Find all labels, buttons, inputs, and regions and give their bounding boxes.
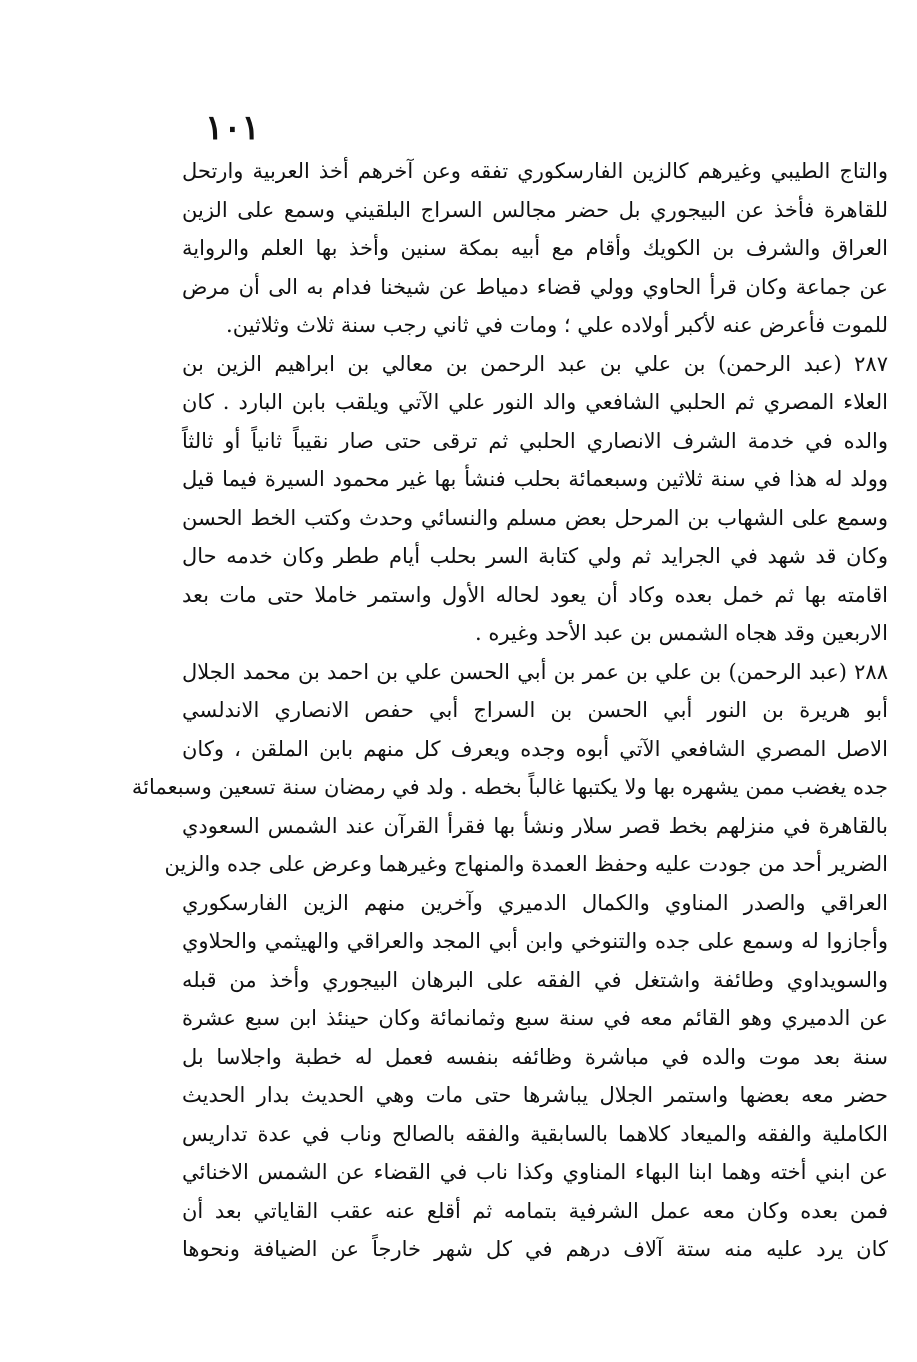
- text-line: عن الدميري وهو القائم معه في سنة سبع وثمانمائة وكان حينئذ ابن سبع عشرة: [182, 1006, 888, 1030]
- text-line: للقاهرة فأخذ عن البيجوري بل حضر مجالس السراج البلقيني وسمع على الزين: [182, 197, 888, 222]
- text-line: العراقي والصدر المناوي والكمال الدميري وآخرين منهم الزين الفارسكوري: [182, 890, 888, 915]
- text-line: والسويداوي وطائفة واشتغل في الفقه على البرهان البيجوري وأخذ من قبله: [182, 967, 888, 992]
- text-line: عن جماعة وكان قرأ الحاوي وولي قضاء دمياط عن شيخنا فدام به الى أن مرض: [182, 274, 888, 299]
- text-line: سنة بعد موت والده في مباشرة وظائفه بنفسه فعمل له خطبة واجلاسا بل: [182, 1044, 888, 1069]
- text-line: وسمع على الشهاب بن المرحل بعض مسلم والنسائي وحدث وكتب الخط الحسن: [182, 505, 888, 530]
- text-line: حضر معه بعضها واستمر الجلال يباشرها حتى مات وهي الحديث بدار الحديث: [182, 1083, 888, 1107]
- text-line: للموت فأعرض عنه لأكبر أولاده علي ؛ ومات في ثاني رجب سنة ثلاث وثلاثين.: [226, 313, 888, 337]
- text-line: ٢٨٧ (عبد الرحمن) بن علي بن عبد الرحمن بن معالي بن ابراهيم الزين بن: [182, 351, 888, 376]
- text-line: اقامته بها ثم خمل بعده وكاد أن يعود لحاله الأول واستمر خاملا حتى مات بعد: [182, 582, 888, 607]
- text-line: وأجازوا له وسمع على جده والتنوخي وابن أبي المجد والعراقي والهيثمي والحلاوي: [182, 929, 888, 953]
- text-line: والتاج الطيبي وغيرهم كالزين الفارسكوري تفقه وعن آخرهم أخذ العربية وارتحل: [182, 159, 888, 183]
- text-line: ٢٨٨ (عبد الرحمن) بن علي بن عمر بن أبي الحسن علي بن احمد بن محمد الجلال: [182, 659, 888, 684]
- text-line: الكاملية والفقه والميعاد كلاهما بالسابقية والفقه بالصالح وناب في عدة تداريس: [182, 1121, 888, 1146]
- text-line: فمن بعده وكان معه عمل الشرفية بتمامه ثم أقلع عنه عقب القاياتي بعد أن: [182, 1198, 888, 1223]
- text-line: بالقاهرة في منزلهم بخط قصر سلار ونشأ بها فقرأ القرآن عند الشمس السعودي: [182, 813, 888, 838]
- text-line: كان يرد عليه منه ستة آلاف درهم في كل شهر خارجاً عن الضيافة ونحوها: [182, 1237, 888, 1261]
- text-line: والده في خدمة الشرف الانصاري الحلبي ثم ترقى حتى صار نقيباً ثانياً أو ثالثاً: [182, 428, 888, 453]
- text-line: الضرير أحد من جودت عليه وحفظ العمدة والمنهاج وغيرهما وعرض على جده والزين: [164, 852, 888, 876]
- text-line: عن ابني أخته وهما ابنا البهاء المناوي وكذا ناب في القضاء عن الشمس الاخنائي: [182, 1160, 888, 1184]
- body-text: [131, 152, 888, 1269]
- text-line: الاصل المصري الشافعي الآتي أبوه وجده ويعرف كل منهم بابن الملقن ، وكان: [182, 736, 888, 761]
- text-line: العلاء المصري ثم الحلبي الشافعي والد النور علي الآتي ويلقب بابن البارد . كان: [182, 390, 888, 414]
- text-line: أبو هريرة بن النور أبي الحسن بن السراج أبي حفص الانصاري الاندلسي: [182, 698, 888, 722]
- text-line: وولد له هذا في سنة ثلاثين وسبعمائة بحلب فنشأ بها غير محمود السيرة فيما قيل: [182, 467, 888, 491]
- text-line: جده يغضب ممن يشهره بها ولا يكتبها غالباً بخطه . ولد في رمضان سنة تسعين وسبعمائة: [131, 775, 888, 799]
- text-line: وكان قد شهد في الجرايد ثم ولي كتابة السر بحلب أيام ططر وكان خدمه حال: [182, 544, 888, 568]
- page-number: ١٠١: [205, 108, 260, 148]
- text-line: الاربعين وقد هجاه الشمس بن عبد الأحد وغيره .: [474, 621, 888, 645]
- text-line: العراق والشرف بن الكويك وأقام مع أبيه بمكة سنين وأخذ بها العلم والرواية: [182, 236, 888, 260]
